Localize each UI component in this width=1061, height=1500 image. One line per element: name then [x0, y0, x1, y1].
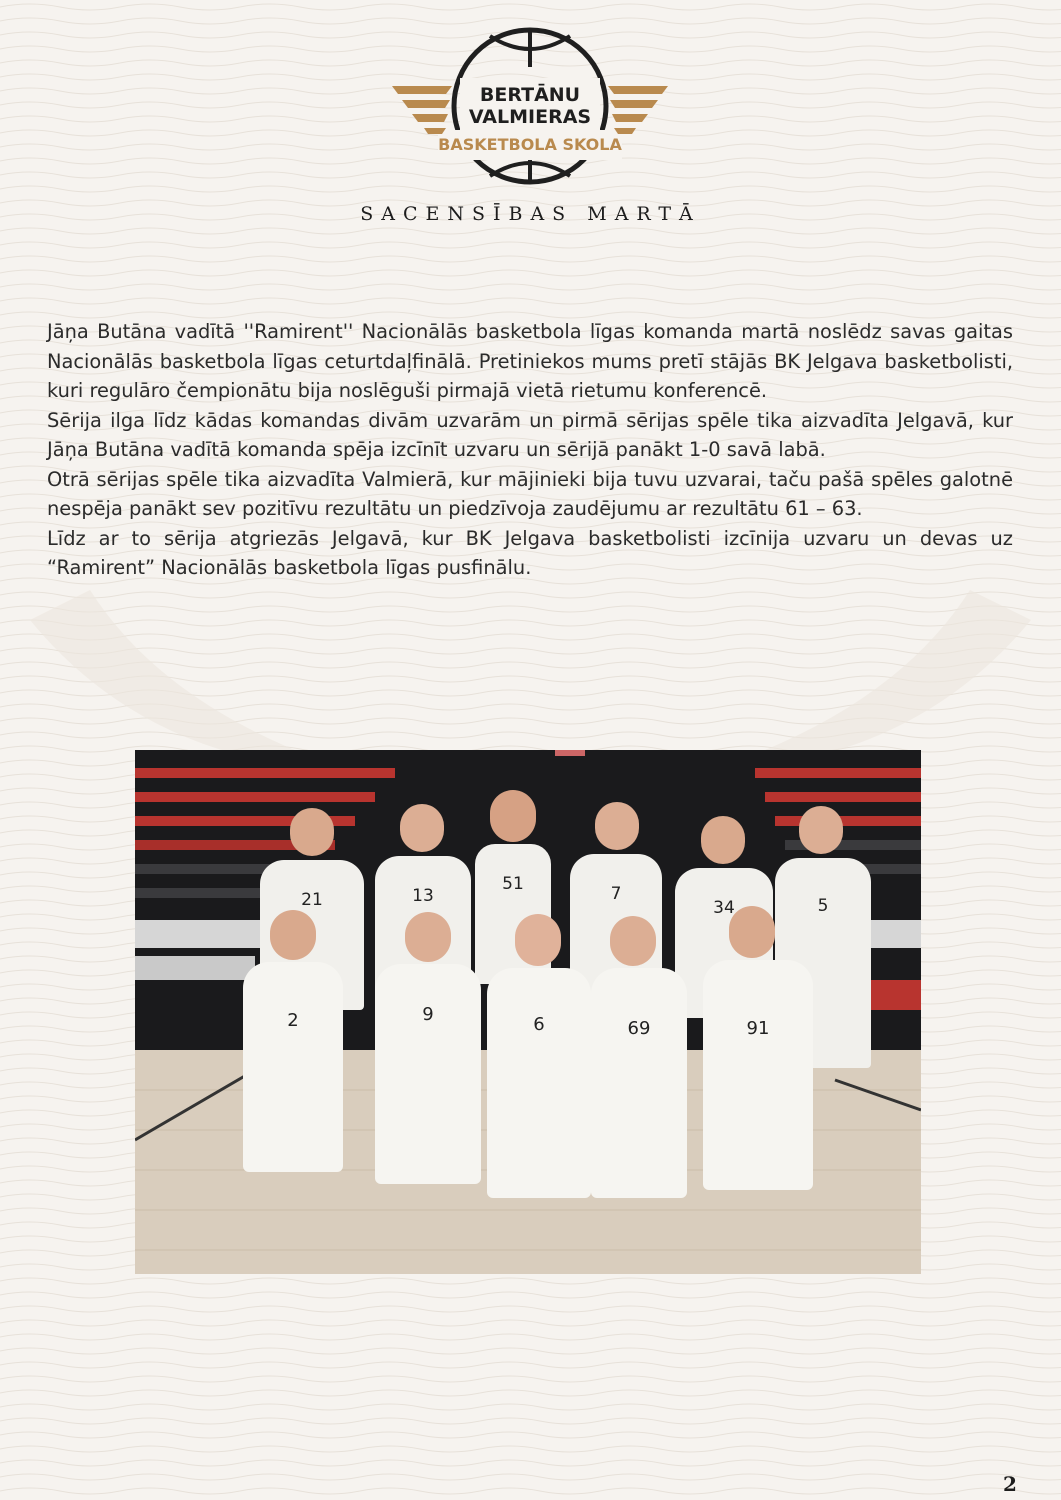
jersey-number: 13	[412, 886, 434, 906]
paragraph: Līdz ar to sērija atgriezās Jelgavā, kur BK Jelgava basketbolisti izcīnija uzvaru un devas uz “Ramirent” Nacionālās basketbola līgas pusfinālu.	[47, 526, 1013, 579]
logo-line-3: BASKETBOLA SKOLA	[438, 135, 622, 154]
jersey-number: 7	[610, 884, 622, 904]
logo-line-1: BERTĀNU	[479, 84, 581, 106]
jersey-number: 2	[287, 1010, 299, 1031]
school-logo	[390, 22, 670, 190]
paragraph: Jāņa Butāna vadītā ''Ramirent'' Nacionālās basketbola līgas komanda martā noslēdz savas gaitas Nacionālās basketbola līgas ceturtdaļfinālā. Pretiniekos mums pretī stājās BK Jelgava basketbolisti, kuri regulāro čempionātu bija noslēguši pirmajā vietā rietumu konferencē.	[47, 320, 1013, 402]
article-body	[47, 317, 1013, 583]
logo-line-2: VALMIERAS	[468, 106, 592, 128]
jersey-number: 69	[627, 1018, 651, 1039]
paragraph: Otrā sērijas spēle tika aizvadīta Valmierā, kur mājinieki bija tuvu uzvarai, taču pašā spēles galotnē nespēja panākt sev pozitīvu rezultātu un piedzīvoja zaudējumu ar rezultātu 61 – 63.	[47, 467, 1013, 520]
page-number: 2	[1003, 1472, 1017, 1496]
jersey-number: 6	[533, 1014, 545, 1035]
jersey-number: 91	[746, 1018, 770, 1039]
jersey-number: 9	[422, 1004, 434, 1025]
team-photo	[135, 750, 921, 1274]
jersey-number: 5	[817, 896, 829, 916]
paragraph: Sērija ilga līdz kādas komandas divām uzvarām un pirmā sērijas spēle tika aizvadīta Jelgavā, kur Jāņa Butāna vadītā komanda spēja izcīnīt uzvaru un sērijā panākt 1-0 savā labā.	[47, 408, 1013, 461]
jersey-number: 34	[713, 898, 735, 918]
jersey-number: 21	[301, 890, 323, 910]
jersey-number: 51	[502, 874, 524, 894]
page-heading: SACENSĪBAS MARTĀ	[360, 203, 701, 225]
